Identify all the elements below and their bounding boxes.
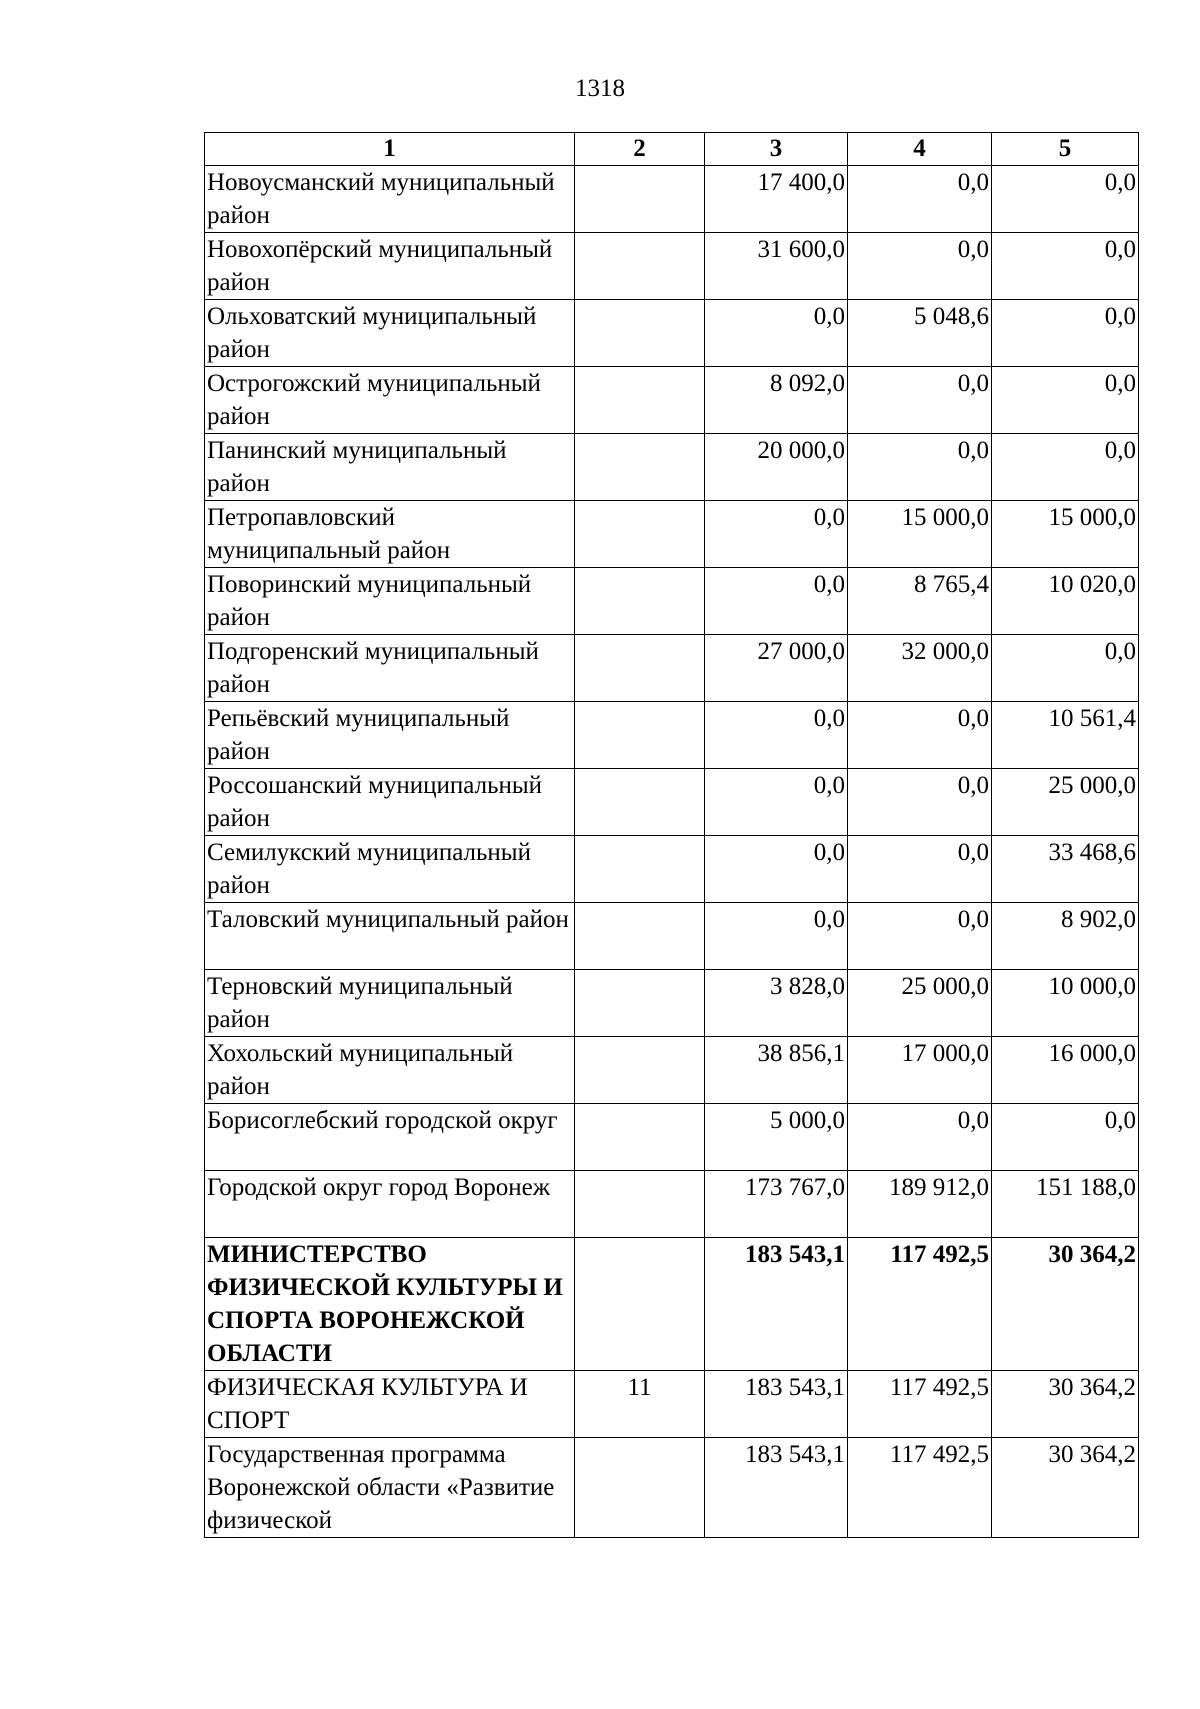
table-row [205,568,1139,635]
row-value-col4: 189 912,0 [848,1171,992,1238]
row-name-cell: Подгоренский муниципальный район [205,635,575,702]
row-value-col4: 0,0 [848,367,992,434]
row-value-col3: 27 000,0 [705,635,848,702]
row-name-cell: Острогожский муниципальный район [205,367,575,434]
row-name-cell: Поворинский муниципальный район [205,568,575,635]
row-value-col5: 0,0 [992,166,1139,233]
table-row [205,1438,1139,1538]
row-value-col3: 0,0 [705,568,848,635]
row-code-cell [575,434,705,501]
table-row [205,970,1139,1037]
row-name-cell: Новоусманский муниципальный район [205,166,575,233]
row-value-col3: 0,0 [705,300,848,367]
row-code-cell [575,769,705,836]
table-row [205,1238,1139,1371]
row-code-cell [575,166,705,233]
row-code-cell [575,367,705,434]
row-value-col3: 17 400,0 [705,166,848,233]
table-row [205,501,1139,568]
row-value-col4: 0,0 [848,1104,992,1171]
row-value-col3: 38 856,1 [705,1037,848,1104]
row-value-col5: 0,0 [992,635,1139,702]
row-value-col5: 30 364,2 [992,1238,1139,1371]
row-value-col5: 0,0 [992,1104,1139,1171]
row-value-col4: 32 000,0 [848,635,992,702]
row-name-cell: Городской округ город Воронеж [205,1171,575,1238]
budget-table [204,132,1139,1538]
row-name-cell: Хохольский муниципальный район [205,1037,575,1104]
table-row [205,1037,1139,1104]
row-code-cell [575,300,705,367]
row-value-col5: 16 000,0 [992,1037,1139,1104]
row-code-cell [575,1171,705,1238]
row-value-col4: 17 000,0 [848,1037,992,1104]
row-code-cell [575,1438,705,1538]
row-value-col4: 117 492,5 [848,1438,992,1538]
row-value-col4: 0,0 [848,769,992,836]
row-name-cell: Ольховатский муниципальный район [205,300,575,367]
table-row [205,635,1139,702]
row-value-col3: 183 543,1 [705,1371,848,1438]
column-header: 2 [575,133,705,166]
row-value-col4: 0,0 [848,233,992,300]
row-code-cell: 11 [575,1371,705,1438]
row-value-col4: 5 048,6 [848,300,992,367]
row-value-col5: 10 561,4 [992,702,1139,769]
row-name-cell: Борисоглебский городской округ [205,1104,575,1171]
row-value-col5: 15 000,0 [992,501,1139,568]
row-name-cell: Россошанский муниципальный район [205,769,575,836]
row-value-col3: 0,0 [705,501,848,568]
row-code-cell [575,635,705,702]
row-value-col3: 31 600,0 [705,233,848,300]
page-number: 1318 [575,75,625,102]
row-name-cell: Терновский муниципальный район [205,970,575,1037]
row-code-cell [575,903,705,970]
row-value-col4: 25 000,0 [848,970,992,1037]
row-value-col4: 0,0 [848,434,992,501]
row-name-cell: Петропавловский муниципальный район [205,501,575,568]
row-value-col3: 183 543,1 [705,1438,848,1538]
table-row [205,1104,1139,1171]
row-code-cell [575,568,705,635]
row-value-col3: 173 767,0 [705,1171,848,1238]
row-value-col5: 0,0 [992,233,1139,300]
row-code-cell [575,1104,705,1171]
row-value-col4: 117 492,5 [848,1371,992,1438]
row-code-cell [575,1037,705,1104]
column-header: 5 [992,133,1139,166]
row-code-cell [575,501,705,568]
row-value-col5: 10 020,0 [992,568,1139,635]
column-header: 3 [705,133,848,166]
row-value-col3: 0,0 [705,702,848,769]
row-value-col3: 0,0 [705,769,848,836]
row-value-col5: 0,0 [992,300,1139,367]
row-name-cell: Репьёвский муниципальный район [205,702,575,769]
row-value-col4: 15 000,0 [848,501,992,568]
row-value-col3: 183 543,1 [705,1238,848,1371]
row-value-col5: 151 188,0 [992,1171,1139,1238]
table-row [205,166,1139,233]
row-code-cell [575,836,705,903]
header-row [205,133,1139,166]
row-name-cell: Новохопёрский муниципальный район [205,233,575,300]
row-value-col3: 8 092,0 [705,367,848,434]
column-header: 1 [205,133,575,166]
row-value-col5: 33 468,6 [992,836,1139,903]
row-code-cell [575,1238,705,1371]
row-value-col4: 0,0 [848,166,992,233]
row-value-col4: 0,0 [848,836,992,903]
row-name-cell: Семилукский муниципальный район [205,836,575,903]
row-name-cell: Панинский муниципальный район [205,434,575,501]
table-row [205,1371,1139,1438]
row-value-col4: 0,0 [848,702,992,769]
table-row [205,434,1139,501]
row-value-col5: 8 902,0 [992,903,1139,970]
row-value-col5: 0,0 [992,367,1139,434]
table-row [205,836,1139,903]
row-code-cell [575,702,705,769]
row-name-cell: Государственная программа Воронежской области «Развитие физической [205,1438,575,1538]
row-code-cell [575,970,705,1037]
table-row [205,702,1139,769]
row-value-col4: 0,0 [848,903,992,970]
row-value-col5: 30 364,2 [992,1438,1139,1538]
table-row [205,233,1139,300]
row-name-cell: ФИЗИЧЕСКАЯ КУЛЬТУРА И СПОРТ [205,1371,575,1438]
table-row [205,1171,1139,1238]
column-header: 4 [848,133,992,166]
table-row [205,769,1139,836]
row-value-col5: 0,0 [992,434,1139,501]
row-name-cell: МИНИСТЕРСТВО ФИЗИЧЕСКОЙ КУЛЬТУРЫ И СПОРТА ВОРОНЕЖСКОЙ ОБЛАСТИ [205,1238,575,1371]
row-value-col5: 25 000,0 [992,769,1139,836]
row-value-col5: 10 000,0 [992,970,1139,1037]
table-row [205,300,1139,367]
row-value-col3: 20 000,0 [705,434,848,501]
row-value-col3: 3 828,0 [705,970,848,1037]
row-code-cell [575,233,705,300]
row-value-col4: 8 765,4 [848,568,992,635]
table-row [205,367,1139,434]
row-value-col3: 0,0 [705,836,848,903]
row-value-col4: 117 492,5 [848,1238,992,1371]
row-name-cell: Таловский муниципальный район [205,903,575,970]
table-row [205,903,1139,970]
row-value-col3: 5 000,0 [705,1104,848,1171]
row-value-col5: 30 364,2 [992,1371,1139,1438]
row-value-col3: 0,0 [705,903,848,970]
